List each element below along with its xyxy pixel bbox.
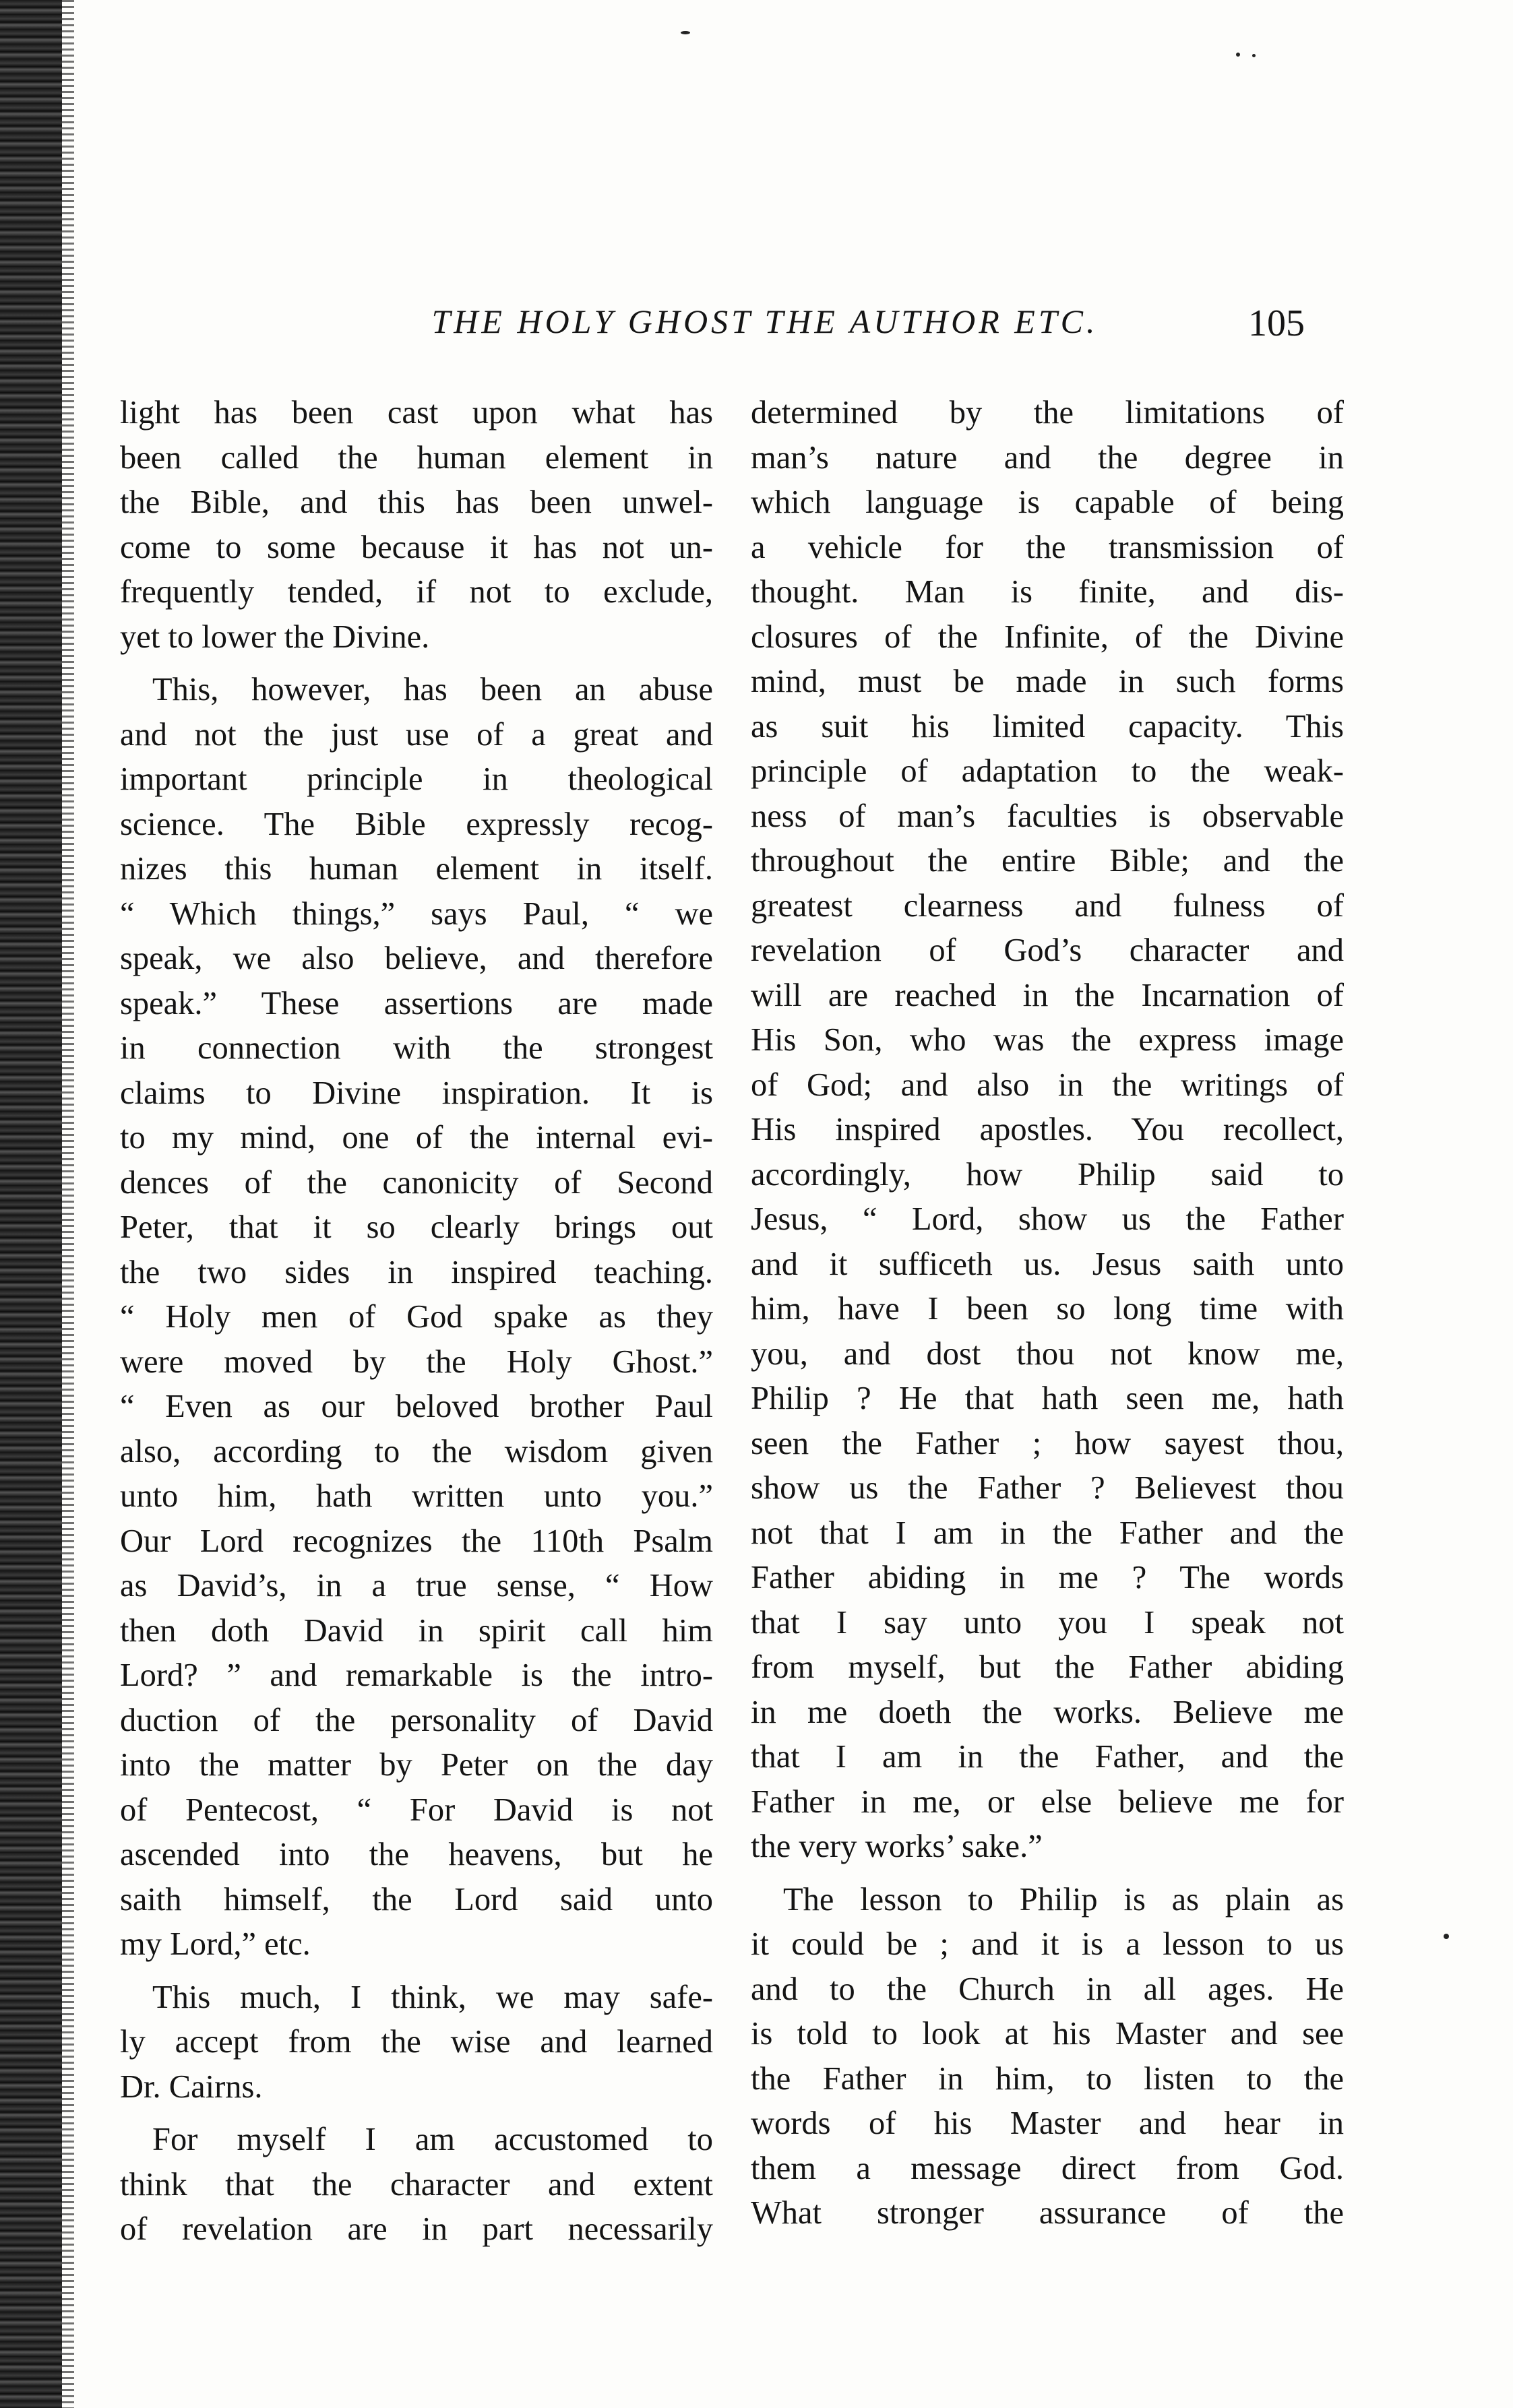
ink-speck bbox=[1444, 1934, 1449, 1939]
text-line: as suit his limited capacity. This bbox=[751, 708, 1344, 744]
text-line: man’s nature and the degree in bbox=[751, 439, 1344, 476]
text-line: also, according to the wisdom given bbox=[120, 1433, 713, 1469]
text-line: principle of adaptation to the weak- bbox=[751, 753, 1344, 789]
text-line: the very works’ sake.” bbox=[751, 1829, 1043, 1864]
text-line: that I say unto you I speak not bbox=[751, 1604, 1344, 1641]
text-line: What stronger assurance of the bbox=[751, 2195, 1344, 2231]
text-line: Father abiding in me ? The words bbox=[751, 1560, 1344, 1595]
text-line: ascended into the heavens, but he bbox=[120, 1837, 713, 1872]
text-line: saith himself, the Lord said unto bbox=[120, 1881, 713, 1918]
running-head: THE HOLY GHOST THE AUTHOR ETC. bbox=[431, 303, 1099, 340]
text-line: my Lord,” etc. bbox=[120, 1926, 311, 1962]
text-line: “ Which things,” says Paul, “ we bbox=[120, 895, 713, 932]
text-line: seen the Father ; how sayest thou, bbox=[751, 1425, 1344, 1461]
text-line: closures of the Infinite, of the Divine bbox=[751, 619, 1344, 655]
text-line: Jesus, “ Lord, show us the Father bbox=[751, 1201, 1344, 1237]
text-line: the two sides in inspired teaching. bbox=[120, 1254, 713, 1290]
text-line: “ Holy men of God spake as they bbox=[120, 1299, 713, 1335]
text-line: science. The Bible expressly recog- bbox=[120, 806, 713, 842]
text-line: claims to Divine inspiration. It is bbox=[120, 1075, 713, 1111]
text-line: unto him, hath written unto you.” bbox=[120, 1478, 713, 1514]
text-line: not that I am in the Father and the bbox=[751, 1515, 1344, 1551]
text-line: it could be ; and it is a lesson to us bbox=[751, 1926, 1344, 1962]
text-line: them a message direct from God. bbox=[751, 2150, 1344, 2186]
text-line: frequently tended, if not to exclude, bbox=[120, 574, 713, 610]
text-line: as David’s, in a true sense, “ How bbox=[120, 1568, 713, 1604]
left-text-column bbox=[120, 391, 713, 2252]
ink-speck bbox=[1252, 54, 1256, 57]
text-line: ness of man’s faculties is observable bbox=[751, 798, 1344, 834]
text-line: and to the Church in all ages. He bbox=[751, 1971, 1344, 2007]
text-line: important principle in theological bbox=[120, 761, 713, 797]
text-line: His inspired apostles. You recollect, bbox=[751, 1112, 1344, 1147]
text-line: “ Even as our beloved brother Paul bbox=[120, 1389, 713, 1424]
text-line: speak.” These assertions are made bbox=[120, 985, 713, 1021]
text-line: This, however, has been an abuse bbox=[152, 672, 713, 707]
text-line: The lesson to Philip is as plain as bbox=[783, 1881, 1344, 1918]
text-line: words of his Master and hear in bbox=[751, 2105, 1344, 2141]
text-line: to my mind, one of the internal evi- bbox=[120, 1120, 713, 1155]
text-line: For myself I am accustomed to bbox=[152, 2122, 713, 2157]
text-line: been called the human element in bbox=[120, 439, 713, 476]
text-line: yet to lower the Divine. bbox=[120, 619, 430, 655]
text-line: show us the Father ? Believest thou bbox=[751, 1470, 1344, 1506]
text-line: dences of the canonicity of Second bbox=[120, 1164, 713, 1201]
text-line: throughout the entire Bible; and the bbox=[751, 843, 1344, 879]
text-line: mind, must be made in such forms bbox=[751, 664, 1344, 699]
text-line: speak, we also believe, and therefore bbox=[120, 941, 713, 976]
right-text-column bbox=[751, 391, 1344, 2236]
text-line: into the matter by Peter on the day bbox=[120, 1747, 713, 1783]
text-line: in me doeth the works. Believe me bbox=[751, 1694, 1344, 1730]
text-line: is told to look at his Master and see bbox=[751, 2016, 1344, 2052]
page-number: 105 bbox=[1248, 303, 1305, 344]
text-line: which language is capable of being bbox=[751, 484, 1344, 520]
text-line: you, and dost thou not know me, bbox=[751, 1335, 1344, 1372]
text-line: ly accept from the wise and learned bbox=[120, 2024, 713, 2060]
ink-speck bbox=[1236, 53, 1240, 57]
text-line: in connection with the strongest bbox=[120, 1030, 713, 1066]
text-line: of Pentecost, “ For David is not bbox=[120, 1792, 713, 1828]
text-line: him, have I been so long time with bbox=[751, 1291, 1344, 1327]
text-line: of revelation are in part necessarily bbox=[120, 2211, 713, 2247]
text-line: Philip ? He that hath seen me, hath bbox=[751, 1381, 1344, 1416]
text-line: come to some because it has not un- bbox=[120, 529, 713, 565]
text-line: that I am in the Father, and the bbox=[751, 1739, 1344, 1775]
text-line: then doth David in spirit call him bbox=[120, 1612, 713, 1649]
text-line: This much, I think, we may safe- bbox=[152, 1979, 713, 2015]
text-line: Father in me, or else believe me for bbox=[751, 1783, 1344, 1820]
text-line: Peter, that it so clearly brings out bbox=[120, 1209, 713, 1245]
page-binding-edge bbox=[0, 0, 62, 2408]
text-line: His Son, who was the express image bbox=[751, 1022, 1344, 1058]
text-line: a vehicle for the transmission of bbox=[751, 529, 1344, 565]
text-line: Our Lord recognizes the 110th Psalm bbox=[120, 1523, 713, 1559]
text-line: Lord? ” and remarkable is the intro- bbox=[120, 1657, 713, 1693]
ink-speck bbox=[681, 31, 690, 34]
text-line: and not the just use of a great and bbox=[120, 716, 713, 753]
text-line: the Father in him, to listen to the bbox=[751, 2060, 1344, 2097]
text-line: greatest clearness and fulness of bbox=[751, 887, 1344, 924]
text-line: from myself, but the Father abiding bbox=[751, 1649, 1344, 1685]
text-line: of God; and also in the writings of bbox=[751, 1067, 1344, 1103]
text-line: determined by the limitations of bbox=[751, 395, 1344, 431]
text-line: will are reached in the Incarnation of bbox=[751, 977, 1344, 1013]
text-line: Dr. Cairns. bbox=[120, 2068, 263, 2105]
text-line: thought. Man is finite, and dis- bbox=[751, 574, 1344, 610]
text-line: accordingly, how Philip said to bbox=[751, 1156, 1344, 1193]
text-line: revelation of God’s character and bbox=[751, 932, 1344, 968]
text-line: nizes this human element in itself. bbox=[120, 851, 713, 887]
text-line: the Bible, and this has been unwel- bbox=[120, 484, 713, 520]
text-line: and it sufficeth us. Jesus saith unto bbox=[751, 1246, 1344, 1282]
text-line: light has been cast upon what has bbox=[120, 395, 713, 431]
text-line: think that the character and extent bbox=[120, 2166, 713, 2203]
text-line: duction of the personality of David bbox=[120, 1702, 713, 1738]
text-line: were moved by the Holy Ghost.” bbox=[120, 1343, 713, 1380]
